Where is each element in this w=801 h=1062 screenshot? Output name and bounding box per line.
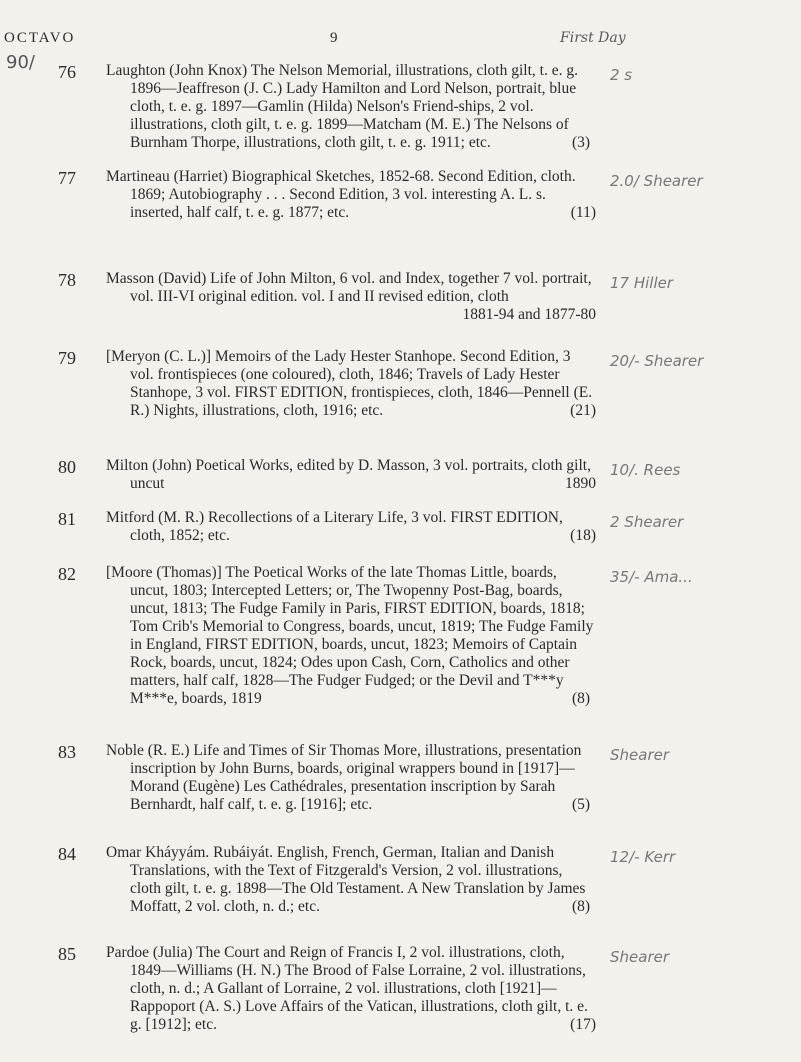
page-number: 9 xyxy=(330,30,340,46)
lot-number: 78 xyxy=(58,270,76,290)
lot-count: (17) xyxy=(570,1016,596,1033)
lot-number: 81 xyxy=(58,509,76,529)
lot-number: 76 xyxy=(58,62,76,82)
lot-number: 85 xyxy=(58,944,76,964)
pencil-annotation: 2 s xyxy=(610,66,633,84)
lot-count: (21) xyxy=(570,402,596,419)
header-day-annotation: First Day xyxy=(560,30,626,46)
lot-number: 77 xyxy=(58,168,76,188)
lot-number: 83 xyxy=(58,742,76,762)
pencil-annotation: 17 Hiller xyxy=(610,274,674,292)
pencil-annotation: 2.0/ Shearer xyxy=(610,172,703,190)
lot-text: [Moore (Thomas)] The Poetical Works of the late Thomas Little, boards, uncut, 1803; Intercepted Letters; or, The Twopenny Post-Bag, boards, uncut, 1813; The Fudge Family in Paris, FIRST EDITION, boards, 1818; Tom Crib's Memorial to Congress, boards, uncut, 1819; The Fudge Family in England, FIRST EDITION, boards, uncut, 1823; Memoirs of Captain Rock, boards, uncut, 1824; Odes upon Cash, Corn, Catholics and other matters, half calf, 1828—The Fudger Fudged; or the Devil and T***y M***e, boards, 1819 xyxy=(106,564,594,707)
header-format: OCTAVO xyxy=(4,30,76,46)
lot-text: Mitford (M. R.) Recollections of a Literary Life, 3 vol. FIRST EDITION, cloth, 1852; etc. xyxy=(106,509,563,544)
lot-text: Masson (David) Life of John Milton, 6 vol. and Index, together 7 vol. portrait, vol. III-VI original edition. vol. I and II revised edition, cloth xyxy=(106,270,592,305)
lot-description xyxy=(106,168,596,222)
lot-text: Milton (John) Poetical Works, edited by D. Masson, 3 vol. portraits, cloth gilt, uncut xyxy=(106,457,591,492)
pencil-annotation: 2 Shearer xyxy=(610,513,684,531)
lot-text: [Meryon (C. L.)] Memoirs of the Lady Hester Stanhope. Second Edition, 3 vol. frontispieces (one coloured), cloth, 1846; Travels of Lady Hester Stanhope, 3 vol. FIRST EDITION, frontispieces, cloth, 1846—Pennell (E. R.) Nights, illustrations, cloth, 1916; etc. xyxy=(106,348,593,419)
pencil-annotation: 12/- Kerr xyxy=(610,848,676,866)
lot-count: 1881-94 and 1877-80 xyxy=(462,306,596,323)
lot-number: 79 xyxy=(58,348,76,368)
lot-description: [Moore (Thomas)] The Poetical Works of the late Thomas Little, boards, uncut, 1803; Intercepted Letters; or, The Twopenny Post-Bag, boards, uncut, 1813; The Fudge Family in Paris, FIRST EDITION, boards, 1818; Tom Crib's Memorial to Congress, boards, uncut, 1819; The Fudge Family in England, FIRST EDITION, boards, uncut, 1823; Memoirs of Captain Rock, boards, uncut, 1824; Odes upon Cash, Corn, Catholics and other matters, half calf, 1828—The Fudger Fudged; or the Devil and T***y M***e, boards, 1819 (8) xyxy=(106,564,594,707)
lot-count: (11) xyxy=(570,204,596,221)
pencil-annotation: Shearer xyxy=(610,948,670,966)
lot-description xyxy=(106,457,596,493)
lot-number: 84 xyxy=(58,844,76,864)
lot-description: Laughton (John Knox) The Nelson Memorial, illustrations, cloth gilt, t. e. g. 1896—Jeaffreson (J. C.) Lady Hamilton and Lord Nelson, portrait, blue cloth, t. e. g. 1897—Gamlin (Hilda) Nelson's Friend-ships, 2 vol. illustrations, cloth gilt, t. e. g. 1899—Matcham (M. E.) The Nelsons of Burnham Thorpe, illustrations, cloth gilt, t. e. g. 1911; etc. (3) xyxy=(106,62,591,151)
lot-description xyxy=(106,944,596,1034)
lot-number: 80 xyxy=(58,457,76,477)
lot-description: Omar Kháyyám. Rubáiyát. English, French, German, Italian and Danish Translations, with the Text of Fitzgerald's Version, 2 vol. illustrations, cloth gilt, t. e. g. 1898—The Old Testament. A New Translation by James Moffatt, 2 vol. cloth, n. d.; etc. (8) xyxy=(106,844,591,915)
lot-text: Omar Kháyyám. Rubáiyát. English, French, German, Italian and Danish Translations, with the Text of Fitzgerald's Version, 2 vol. illustrations, cloth gilt, t. e. g. 1898—The Old Testament. A New Translation by James Moffatt, 2 vol. cloth, n. d.; etc. xyxy=(106,844,586,915)
lot-text: Laughton (John Knox) The Nelson Memorial, illustrations, cloth gilt, t. e. g. 1896—Jeaffreson (J. C.) Lady Hamilton and Lord Nelson, portrait, blue cloth, t. e. g. 1897—Gamlin (Hilda) Nelson's Friend-ships, 2 vol. illustrations, cloth gilt, t. e. g. 1899—Matcham (M. E.) The Nelsons of Burnham Thorpe, illustrations, cloth gilt, t. e. g. 1911; etc. xyxy=(106,62,578,151)
margin-mark: 90/ xyxy=(6,52,35,73)
lot-description: Noble (R. E.) Life and Times of Sir Thomas More, illustrations, presentation inscription by John Burns, boards, original wrappers bound in [1917]—Morand (Eugène) Les Cathédrales, presentation inscription by Sarah Bernhardt, half calf, t. e. g. [1916]; etc. (5) xyxy=(106,742,591,813)
lot-text: Pardoe (Julia) The Court and Reign of Francis I, 2 vol. illustrations, cloth, 1849—Williams (H. N.) The Brood of False Lorraine, 2 vol. illustrations, cloth, n. d.; A Gallant of Lorraine, 2 vol. illustrations, cloth [1921]—Rappoport (A. S.) Love Affairs of the Vatican, illustrations, cloth gilt, t. e. g. [1912]; etc. xyxy=(106,944,588,1033)
lot-text: Martineau (Harriet) Biographical Sketches, 1852-68. Second Edition, cloth. 1869; Autobiography . . . Second Edition, 3 vol. interesting A. L. s. inserted, half calf, t. e. g. 1877; etc. xyxy=(106,168,576,221)
pencil-annotation: Shearer xyxy=(610,746,670,764)
pencil-annotation: 35/- Ama... xyxy=(610,568,693,586)
lot-number: 82 xyxy=(58,564,76,584)
pencil-annotation: 10/. Rees xyxy=(610,461,681,479)
pencil-annotation: 20/- Shearer xyxy=(610,352,704,370)
lot-count: (18) xyxy=(570,527,596,544)
lot-text: Noble (R. E.) Life and Times of Sir Thomas More, illustrations, presentation inscription by John Burns, boards, original wrappers bound in [1917]—Morand (Eugène) Les Cathédrales, presentation inscription by Sarah Bernhardt, half calf, t. e. g. [1916]; etc. xyxy=(106,742,582,813)
lot-description xyxy=(106,348,596,420)
lot-description xyxy=(106,270,596,324)
lot-count: 1890 xyxy=(565,475,596,492)
lot-description xyxy=(106,509,596,545)
